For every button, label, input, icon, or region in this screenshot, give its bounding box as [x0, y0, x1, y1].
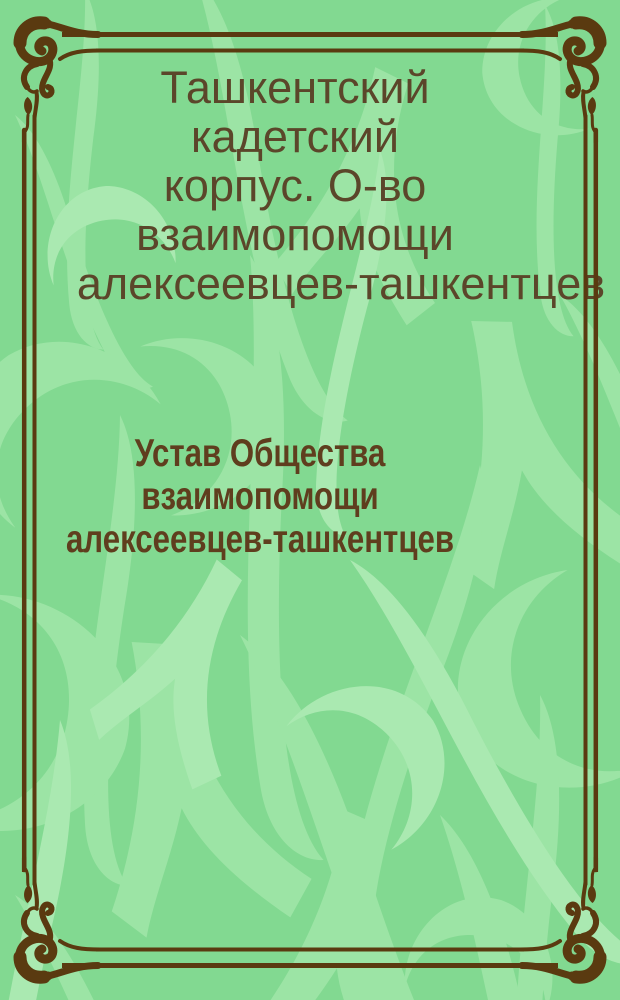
author-line: взаимопомощи [136, 209, 454, 260]
title-line: алексеевцев-ташкентцев [65, 518, 455, 561]
title-heading [52, 432, 468, 561]
title-line: Устав Общества [134, 432, 386, 475]
title-line: взаимопомощи [141, 475, 379, 518]
author-line: корпус. О-во [163, 160, 427, 211]
author-line: кадетский [190, 111, 400, 162]
author-heading [0, 62, 606, 309]
author-line: Ташкентский [160, 62, 430, 113]
author-line: алексеевцев-ташкентцев [76, 258, 606, 309]
